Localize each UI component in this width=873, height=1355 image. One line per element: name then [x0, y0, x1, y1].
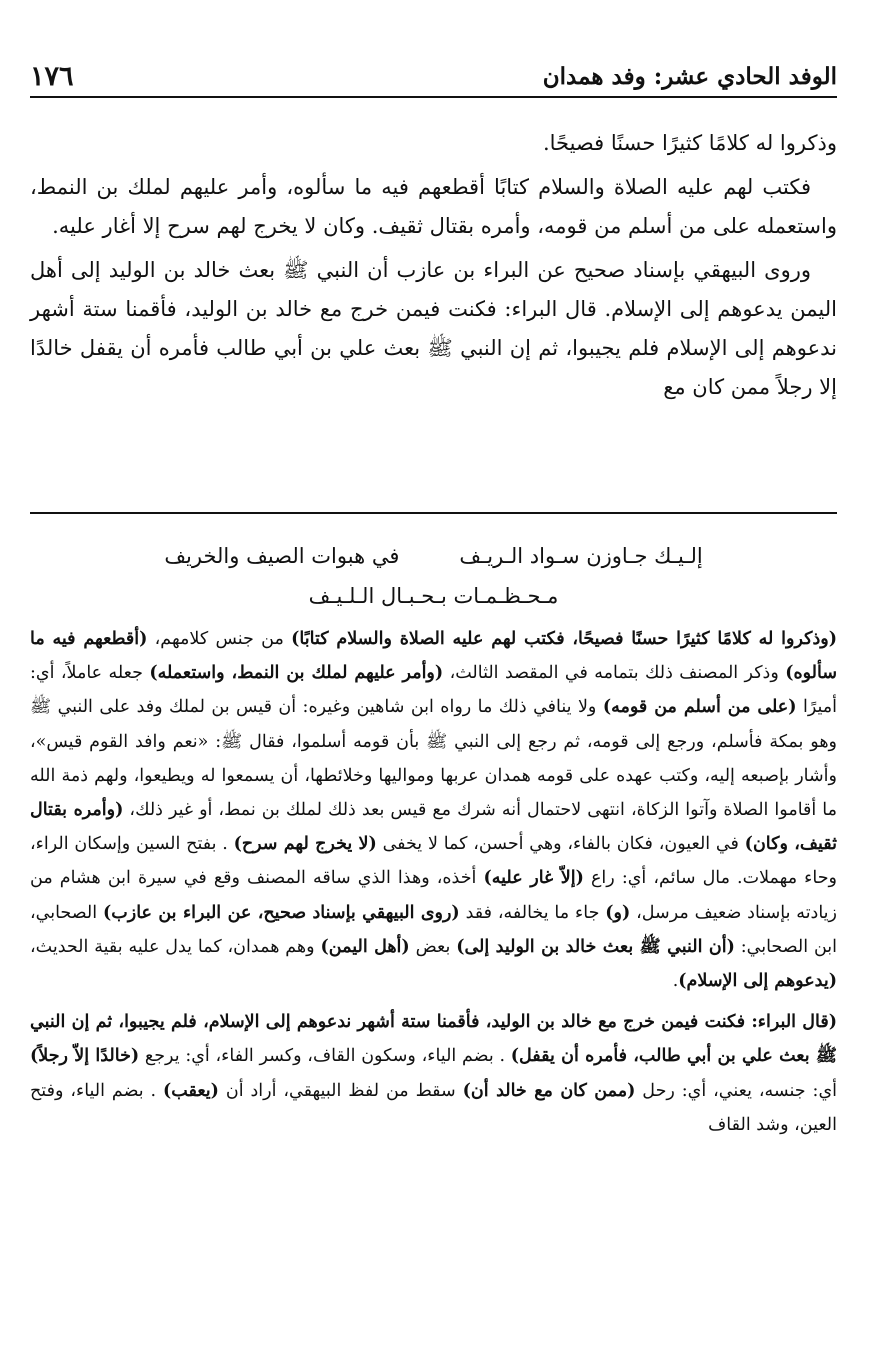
- quoted-text: (أهل اليمن): [320, 936, 410, 957]
- commentary-text: ولا ينافي ذلك ما رواه ابن شاهين وغيره: أن قيس بن لملك وفد على النبي ﷺ وهو بمكة فأسلم، ورجع إلى قومه، ثم رجع إلى النبي ﷺ بأن قومه أسلموا، فقال ﷺ: «نعم وافد القوم قيس»، وأشار بإصبعه إليه، وكتب عهده على قومه همدان عربها ومواليها وخلائطها، أن يسمعوا له ويطيعوا، ولهم ذمة الله ما أقاموا الصلاة وآتوا الزكاة، انتهى لاحتمال أنه شرك مع قيس بعد ذلك لملك بن نمط، أو غير ذلك،: [30, 697, 837, 821]
- commentary-text: أي: جنسه، يعني، أي: رحل: [635, 1080, 837, 1101]
- commentary-text: الصحابي، ابن الصحابي:: [30, 902, 838, 957]
- main-paragraph: فكتب لهم عليه الصلاة والسلام كتابًا أقطعهم فيه ما سألوه، وأمر عليهم لملك بن النمط، واستعمله على من أسلم من قومه، وأمره بقتال ثقيف. وكان لا يخرج لهم سرح إلا أغار عليه.: [30, 175, 837, 238]
- commentary: [30, 622, 837, 1149]
- commentary-text: .: [672, 971, 679, 992]
- quoted-text: (على من أسلم من قومه): [602, 697, 797, 718]
- quoted-text: (يعقب): [163, 1080, 219, 1101]
- quoted-text: (أن النبي ﷺ بعث خالد بن الوليد إلى): [456, 936, 735, 957]
- quoted-text: (و): [605, 902, 631, 923]
- quoted-text: (وذكروا له كلامًا كثيرًا حسنًا فصيحًا، فكتب لهم عليه الصلاة والسلام كتابًا): [291, 629, 837, 649]
- quoted-text: (ممن كان مع خالد أن): [462, 1080, 636, 1101]
- poem-verse-2: [30, 576, 837, 616]
- commentary-text: جعله عاملاً، أي: أميرًا: [30, 663, 837, 718]
- main-paragraph: وروى البيهقي بإسناد صحيح عن البراء بن عازب أن النبي ﷺ بعث خالد بن الوليد إلى أهل اليمن يدعوهم إلى الإسلام. قال البراء: فكنت فيمن خرج مع خالد بن الوليد، فأقمنا ستة أشهر ندعوهم إلى الإسلام فلم يجيبوا، ثم إن النبي ﷺ بعث علي بن أبي طالب فأمره أن يقفل خالدًا إلا رجلاً ممن كان مع: [30, 258, 837, 399]
- commentary-text: بعض: [409, 936, 457, 957]
- quoted-text: (خالدًا إلاّ رجلاً): [30, 1046, 140, 1067]
- commentary-text: وذكر المصنف ذلك بتمامه في المقصد الثالث،: [443, 663, 786, 684]
- commentary-text: . بضم الياء، وفتح العين، وشد القاف: [30, 1080, 837, 1135]
- quoted-text: (لا يخرج لهم سرح): [233, 834, 377, 855]
- commentary-text: من جنس كلامهم،: [147, 629, 292, 649]
- poem-verse-1: [30, 536, 837, 576]
- page-number: ١٧٦: [30, 60, 74, 92]
- commentary-text: . بفتح السين وإسكان الراء، وحاء مهملات. مال سائم، أي: راع: [30, 834, 837, 889]
- page-header: [30, 56, 837, 98]
- commentary-text: في العيون، فكان بالفاء، وهي أحسن، كما لا يخفى: [376, 834, 745, 855]
- quoted-text: (وأمره بقتال ثقيف، وكان): [30, 800, 837, 855]
- quoted-text: (قال البراء: فكنت فيمن خرج مع خالد بن الوليد، فأقمنا ستة أشهر ندعوهم إلى الإسلام، فلم يجيبوا، ثم إن النبي ﷺ بعث علي بن أبي طالب، فأمره أن يقفل): [30, 1012, 838, 1067]
- main-paragraph: وذكروا له كلامًا كثيرًا حسنًا فصيحًا.: [542, 131, 837, 155]
- running-title: الوفد الحادي عشر: وفد همدان: [542, 62, 837, 90]
- main-text: [30, 124, 837, 412]
- poem-hemistich: مـحـظـمـات بـحـبـال الـلـيـف: [308, 584, 559, 608]
- commentary-text: وهم همدان، كما يدل عليه بقية الحديث،: [30, 936, 321, 957]
- poem-hemistich-right: إلـيـك جـاوزن سـواد الـريـف: [459, 544, 703, 568]
- commentary-paragraph: [30, 622, 837, 998]
- quoted-text: (إلاّ غار عليه): [483, 868, 584, 889]
- poem-hemistich-left: في هبوات الصيف والخريف: [164, 544, 400, 568]
- poem: [30, 536, 837, 616]
- commentary-text: أخذه، وهذا الذي ساقه المصنف وقع في سيرة ابن هشام من زيادته بإسناد ضعيف مرسل،: [30, 868, 838, 923]
- quoted-text: (أقطعهم فيه ما سألوه): [30, 629, 838, 684]
- commentary-text: جاء ما يخالفه، فقد: [459, 902, 606, 923]
- quoted-text: (يدعوهم إلى الإسلام): [678, 971, 837, 992]
- quoted-text: (وأمر عليهم لملك بن النمط، واستعمله): [149, 663, 444, 684]
- quoted-text: (روى البيهقي بإسناد صحيح، عن البراء بن عازب): [102, 902, 460, 923]
- commentary-text: . بضم الياء، وسكون القاف، وكسر الفاء، أي: يرجع: [139, 1046, 511, 1067]
- commentary-text: سقط من لفظ البيهقي، أراد أن: [218, 1080, 463, 1101]
- footnote-divider: [30, 512, 837, 514]
- commentary-paragraph: [30, 1005, 837, 1142]
